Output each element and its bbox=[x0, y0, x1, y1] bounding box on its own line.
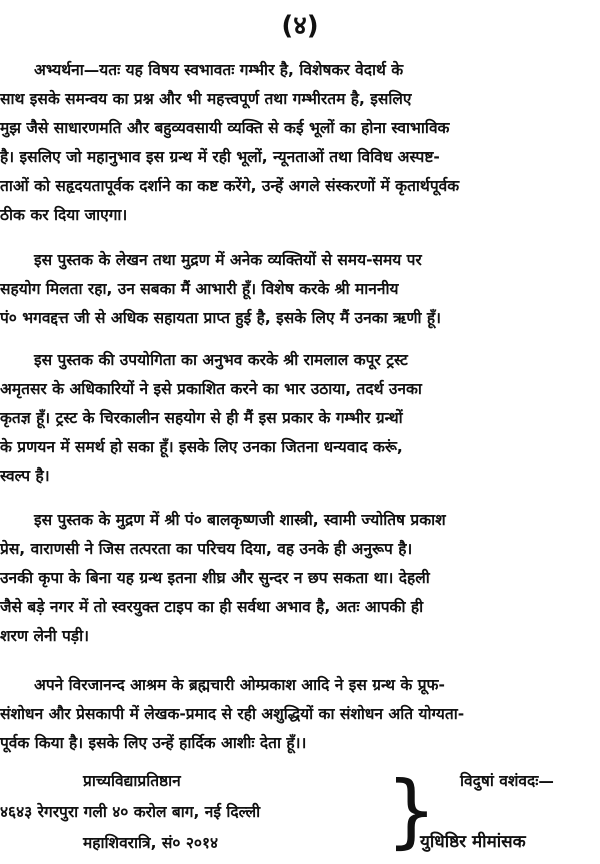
paragraph-line: सहयोग मिलता रहा, उन सबका मैं आभारी हूँ। विशेष करके श्री माननीय bbox=[0, 280, 399, 298]
paragraph-line: इस पुस्तक के लेखन तथा मुद्रण में अनेक व्यक्तियों से समय-समय पर bbox=[34, 251, 422, 269]
paragraph-line: कृतज्ञ हूँ। ट्रस्ट के चिरकालीन सहयोग से ही मैं इस प्रकार के गम्भीर ग्रन्थों bbox=[0, 409, 403, 427]
paragraph-line: उनकी कृपा के बिना यह ग्रन्थ इतना शीघ्र और सुन्दर न छप सकता था। देहली bbox=[0, 569, 430, 587]
signature-salutation: विदुषां वशंवदः— bbox=[460, 772, 554, 790]
paragraph-acknowledgement-request bbox=[0, 56, 600, 230]
paragraph-line: साथ इसके समन्वय का प्रश्न और भी महत्त्वपूर्ण तथा गम्भीरतम है, इसलिए bbox=[0, 90, 412, 108]
right-brace-glyph: } bbox=[386, 764, 437, 857]
paragraph-line: प्रेस, वाराणसी ने जिस तत्परता का परिचय दिया, वह उनके ही अनुरूप है। bbox=[0, 540, 413, 558]
paragraph-line: शरण लेनी पड़ी। bbox=[0, 627, 89, 645]
paragraph-thanks-trust bbox=[0, 346, 600, 491]
paragraph-line: अपने विरजानन्द आश्रम के ब्रह्मचारी ओम्प्रकाश आदि ने इस ग्रन्थ के प्रूफ- bbox=[34, 676, 445, 694]
paragraph-line: इस पुस्तक की उपयोगिता का अनुभव करके श्री रामलाल कपूर ट्रस्ट bbox=[34, 351, 408, 369]
paragraph-line: ताओं को सहृदयतापूर्वक दर्शाने का कष्ट करेंगे, उन्हें अगले संस्करणों में कृतार्थपूर्वक bbox=[0, 177, 460, 195]
paragraph-line: इस पुस्तक के मुद्रण में श्री पं० बालकृष्णजी शास्त्री, स्वामी ज्योतिष प्रकाश bbox=[34, 511, 446, 529]
paragraph-line: के प्रणयन में समर्थ हो सका हूँ। इसके लिए उनका जितना धन्यवाद करूं, bbox=[0, 438, 403, 456]
page-number: (४) bbox=[281, 11, 319, 41]
paragraph-line: अमृतसर के अधिकारियों ने इसे प्रकाशित करने का भार उठाया, तदर्थ उनका bbox=[0, 380, 422, 398]
signature-block bbox=[0, 766, 600, 864]
signature-address bbox=[0, 766, 372, 859]
institution-name: प्राच्यविद्याप्रतिष्ठान bbox=[83, 772, 181, 790]
institution-address: ४६४३ रेगरपुरा गली ४० करोल बाग, नई दिल्ली bbox=[0, 803, 261, 821]
paragraph-thanks-ashram bbox=[0, 671, 600, 758]
paragraph-line: संशोधन और प्रेसकापी में लेखक-प्रमाद से रही अशुद्धियों का संशोधन अति योग्यता- bbox=[0, 705, 465, 723]
paragraph-line: पं० भगवद्दत्त जी से अधिक सहायता प्राप्त हुई है, इसके लिए मैं उनका ऋणी हूँ। bbox=[0, 309, 442, 327]
author-name: युधिष्ठिर मीमांसक bbox=[420, 832, 526, 852]
signature-date: महाशिवरात्रि, सं० २०१४ bbox=[83, 834, 219, 852]
signature-author bbox=[420, 766, 600, 858]
paragraph-thanks-contributors bbox=[0, 246, 600, 333]
paragraph-line: पूर्वक किया है। इसके लिए उन्हें हार्दिक आशीः देता हूँ।। bbox=[0, 734, 307, 752]
paragraph-line: जैसे बड़े नगर में तो स्वरयुक्त टाइप का ही सर्वथा अभाव है, अतः आपकी ही bbox=[0, 598, 424, 616]
paragraph-line: स्वल्प है। bbox=[0, 467, 50, 485]
paragraph-thanks-press bbox=[0, 506, 600, 651]
paragraph-line: है। इसलिए जो महानुभाव इस ग्रन्थ में रही भूलों, न्यूनताओं तथा विविध अस्पष्ट- bbox=[0, 148, 440, 166]
paragraph-line: ठीक कर दिया जाएगा। bbox=[0, 206, 128, 224]
paragraph-line: अभ्यर्थना—यतः यह विषय स्वभावतः गम्भीर है, विशेषकर वेदार्थ के bbox=[34, 61, 404, 79]
paragraph-line: मुझ जैसे साधारणमति और बहुव्यवसायी व्यक्ति से कई भूलों का होना स्वाभाविक bbox=[0, 119, 450, 137]
